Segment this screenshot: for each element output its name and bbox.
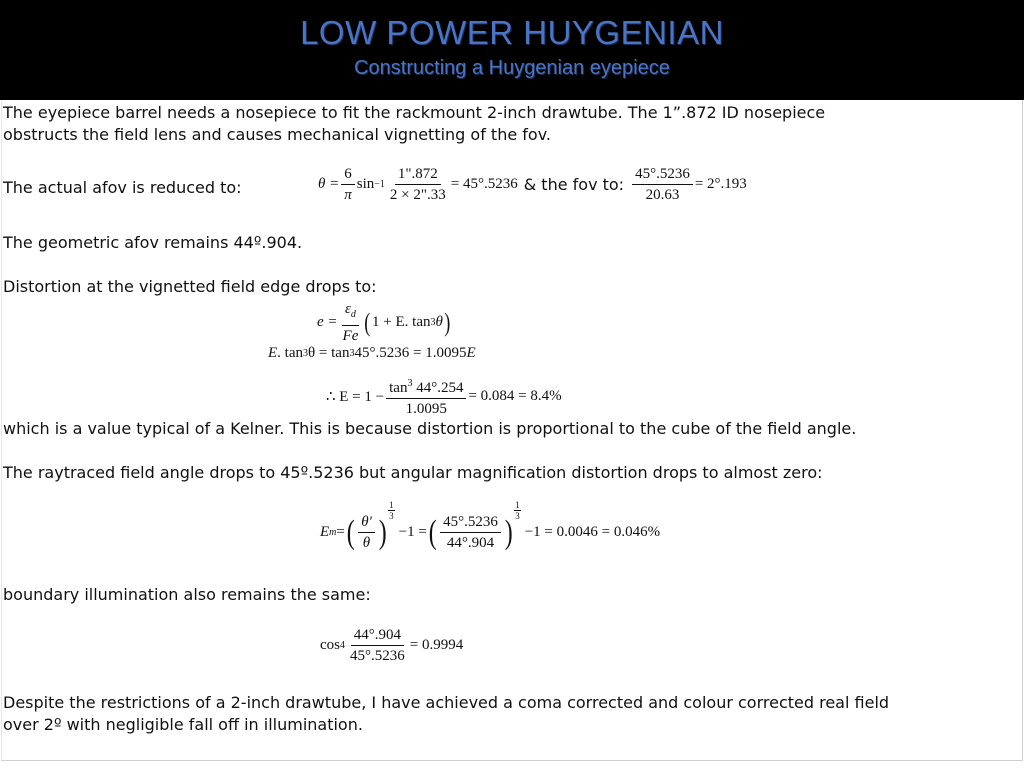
afov-result: = 45°.5236 <box>450 176 518 192</box>
em-fraction-1 <box>358 514 375 551</box>
fov-fraction <box>632 166 693 203</box>
e-solve-num <box>386 376 466 399</box>
paragraph-boundary: boundary illumination also remains the same: <box>3 585 371 604</box>
e-tan-part2: . tan <box>277 345 303 361</box>
paragraph-distortion-intro: Distortion at the vignetted field edge drops to: <box>3 277 377 296</box>
paragraph-raytraced: The raytraced field angle drops to 45º.5236 but angular magnification distortion drops to almost zero: <box>3 463 823 482</box>
slide-header <box>0 0 1024 100</box>
e-solve-num-sup: 3 <box>407 378 413 389</box>
e-tan-part5: E <box>466 345 476 361</box>
paragraph-nosepiece-line2: obstructs the field lens and causes mechanical vignetting of the fov. <box>3 125 552 144</box>
equation-cos <box>320 627 463 664</box>
distortion-e-body: 1 + E. tan <box>372 314 431 330</box>
em-result: −1 = 0.0046 = 0.046% <box>524 524 661 540</box>
e-tan-part1: E <box>268 345 278 361</box>
equation-afov <box>318 166 747 203</box>
e-solve-num-func: tan <box>389 380 408 396</box>
afov-coef-den: π <box>344 187 352 203</box>
afov-num: 1".872 <box>395 166 441 185</box>
fov-connector: & the fov to: <box>523 175 625 194</box>
afov-label: The actual afov is reduced to: <box>3 178 242 197</box>
afov-func-sup: −1 <box>374 179 385 190</box>
e-tan-sup2: 3 <box>349 348 355 359</box>
em-lhs: E <box>320 524 330 540</box>
em-exponent-1 <box>388 500 395 521</box>
e-solve-fraction <box>386 376 466 417</box>
equation-distortion-e: e = $\frac{\varepsilon_d}{Fe}$ ( 1 + E. tan 3 θ ) <box>317 301 451 344</box>
cos-func: cos <box>320 637 340 653</box>
fov-den: 20.63 <box>645 187 680 203</box>
distortion-e-den: Fe <box>342 328 359 344</box>
em-f2-den: 44°.904 <box>446 535 495 551</box>
epsilon-sub: d <box>350 309 356 320</box>
em-exponent-2 <box>514 500 521 521</box>
e-tan-part4: 45°.5236 = 1.0095 <box>354 345 467 361</box>
cos-fraction <box>347 627 408 664</box>
paragraph-kelner: which is a value typical of a Kelner. This is because distortion is proportional to the cube of the field angle. <box>3 419 857 438</box>
fov-num: 45°.5236 <box>632 166 693 185</box>
em-f2-num: 45°.5236 <box>440 514 501 533</box>
e-solve-lhs: ∴ E = 1 − <box>326 389 385 405</box>
distortion-e-body-end: θ <box>435 314 443 330</box>
distortion-e-body-sup: 3 <box>430 317 436 328</box>
paragraph-conclusion-line1: Despite the restrictions of a 2-inch drawtube, I have achieved a coma corrected and colour corrected real field <box>3 693 890 712</box>
slide-subtitle: Constructing a Huygenian eyepiece <box>354 57 670 79</box>
fov-result: = 2°.193 <box>694 176 747 192</box>
afov-coef-num: 6 <box>341 166 355 185</box>
em-lhs-sub: m <box>329 527 337 538</box>
paragraph-conclusion-line2: over 2º with negligible fall off in illumination. <box>3 715 363 734</box>
cos-num: 44°.904 <box>351 627 404 646</box>
equation-em: E m = ( $\frac{\theta'}{\theta}$ ) $\frac{1}{3}$ −1 = ( $\frac{45^\circ.5236}{44^\circ.904}$ ) $\frac{1}{3}$ −1 = 0.0046 = 0.046% <box>320 500 661 551</box>
afov-den: 2 × 2".33 <box>389 187 446 203</box>
afov-lhs: θ = <box>318 176 340 192</box>
em-exp1-den: 3 <box>389 511 394 521</box>
em-mid: −1 = <box>398 524 427 540</box>
equation-e-solve <box>326 376 562 417</box>
em-exp2-den: 3 <box>515 511 520 521</box>
paragraph-nosepiece-line1: The eyepiece barrel needs a nosepiece to fit the rackmount 2-inch drawtube. The 1”.872 ID nosepiece <box>3 103 826 122</box>
distortion-e-lhs: e = <box>317 314 338 330</box>
em-f1-den: θ <box>362 535 371 551</box>
paragraph-geometric-afov: The geometric afov remains 44º.904. <box>3 233 303 252</box>
cos-func-sup: 4 <box>340 640 345 651</box>
em-exp1-num: 1 <box>389 500 394 510</box>
distortion-e-fraction <box>340 301 362 344</box>
e-tan-sup1: 3 <box>303 348 308 359</box>
e-solve-result: = 0.084 = 8.4% <box>468 388 562 404</box>
e-tan-part3: θ = tan <box>308 345 350 361</box>
em-fraction-2 <box>440 514 501 551</box>
slide-title: LOW POWER HUYGENIAN <box>300 14 724 51</box>
epsilon-symbol: ε <box>344 301 351 317</box>
cos-den: 45°.5236 <box>350 648 405 664</box>
em-exp2-num: 1 <box>515 500 520 510</box>
distortion-e-num <box>342 301 359 326</box>
e-solve-num-end: 44°.254 <box>412 380 464 396</box>
equation-e-tan <box>268 345 476 362</box>
e-solve-den: 1.0095 <box>405 401 447 417</box>
afov-coef-fraction <box>341 166 355 203</box>
em-f1-num: θ' <box>358 514 375 533</box>
afov-fraction <box>387 166 449 203</box>
em-eq: = <box>336 524 345 540</box>
afov-func: sin <box>356 176 375 192</box>
cos-result: = 0.9994 <box>409 637 464 653</box>
